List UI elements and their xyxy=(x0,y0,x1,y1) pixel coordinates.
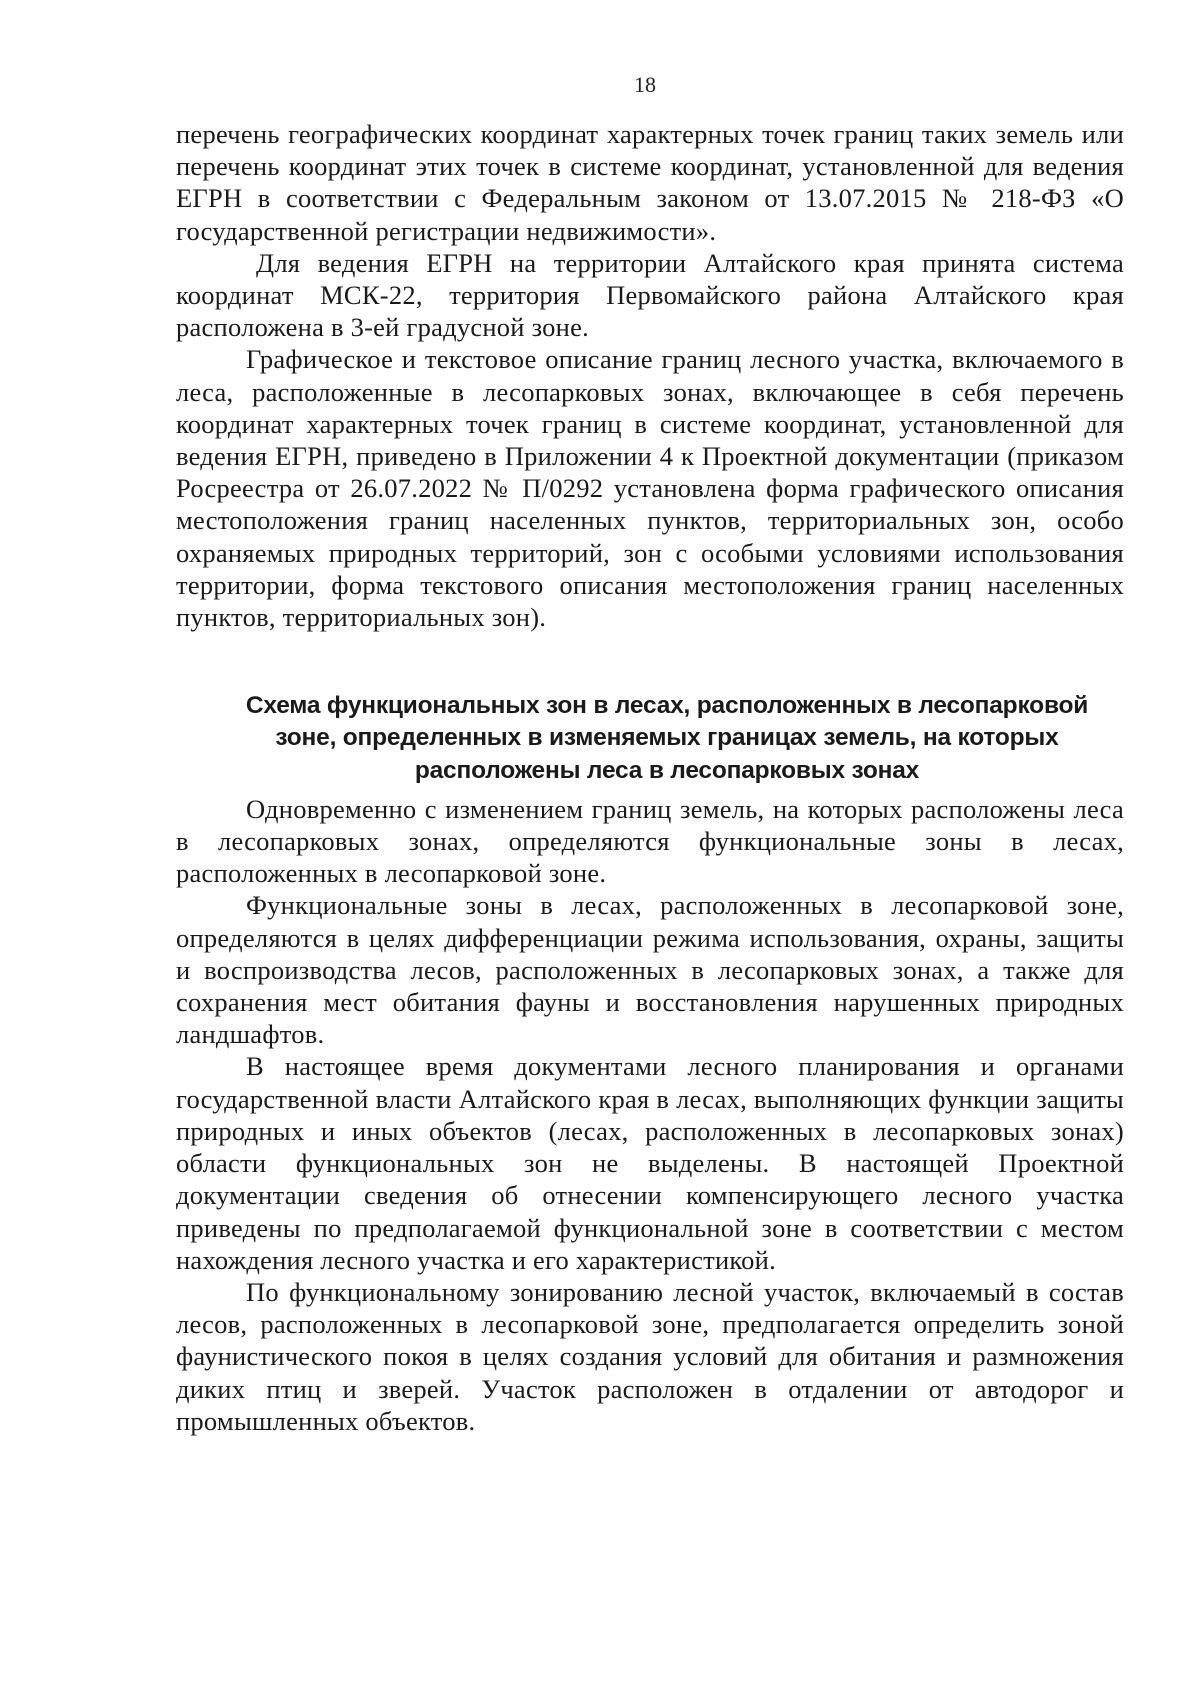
page-number: 18 xyxy=(634,72,656,97)
paragraph-boundary-description: Графическое и текстовое описание границ лесного участка, включаемого в леса, расположенные в лесопарковых зонах, включающее в себя перечень координат характерных точек границ в системе координат, установленной для ведения ЕГРН, приведено в Приложении 4 к Проектной документации (приказом Росреестра от 26.07.2022 № П/0292 установлена форма графического описания местоположения границ населенных пунктов, территориальных зон, особо охраняемых природных территорий, зон с особыми условиями использования территории, форма текстового описания местоположения границ населенных пунктов, территориальных зон). xyxy=(176,344,1124,633)
paragraph-zones-current-state: В настоящее время документами лесного планирования и органами государственной власти Алтайского края в лесах, выполняющих функции защиты природных и иных объектов (лесах, расположенных в лесопарковых зонах) области функциональных зон не выделены. В настоящей Проектной документации сведения об отнесении компенсирующего лесного участка приведены по предполагаемой функциональной зоне в соответствии с местом нахождения лесного участка и его характеристикой. xyxy=(176,1051,1124,1275)
paragraph-zones-intro: Одновременно с изменением границ земель, на которых расположены леса в лесопарковых зонах, определяются функциональные зоны в лесах, расположенных в лесопарковой зоне. xyxy=(176,793,1124,889)
document-body xyxy=(176,118,1124,1437)
paragraph-zones-fauna-rest: По функциональному зонированию лесной участок, включаемый в состав лесов, расположенных в лесопарковой зоне, предполагается определить зоной фаунистического покоя в целях создания условий для обитания и размножения диких птиц и зверей. Участок расположен в отдалении от автодорог и промышленных объектов. xyxy=(176,1276,1124,1436)
paragraph-zones-purpose: Функциональные зоны в лесах, расположенных в лесопарковой зоне, определяются в целях дифференциации режима использования, охраны, защиты и воспроизводства лесов, расположенных в лесопарковых зонах, а также для сохранения мест обитания фауны и восстановления нарушенных природных ландшафтов. xyxy=(176,890,1124,1050)
paragraph-coordinate-system: Для ведения ЕГРН на территории Алтайского края принята система координат МСК-22, территория Первомайского района Алтайского края расположена в 3-ей градусной зоне. xyxy=(176,247,1124,343)
section-heading: Схема функциональных зон в лесах, расположенных в лесопарковой зоне, определенных в изменяемых границах земель, на которых расположены леса в лесопарковых зонах xyxy=(245,692,1089,784)
paragraph-continued: перечень географических координат характерных точек границ таких земель или перечень координат этих точек в системе координат, установленной для ведения ЕГРН в соответствии с Федеральным законом от 13.07.2015 № 218-ФЗ «О государственной регистрации недвижимости». xyxy=(176,119,1124,246)
